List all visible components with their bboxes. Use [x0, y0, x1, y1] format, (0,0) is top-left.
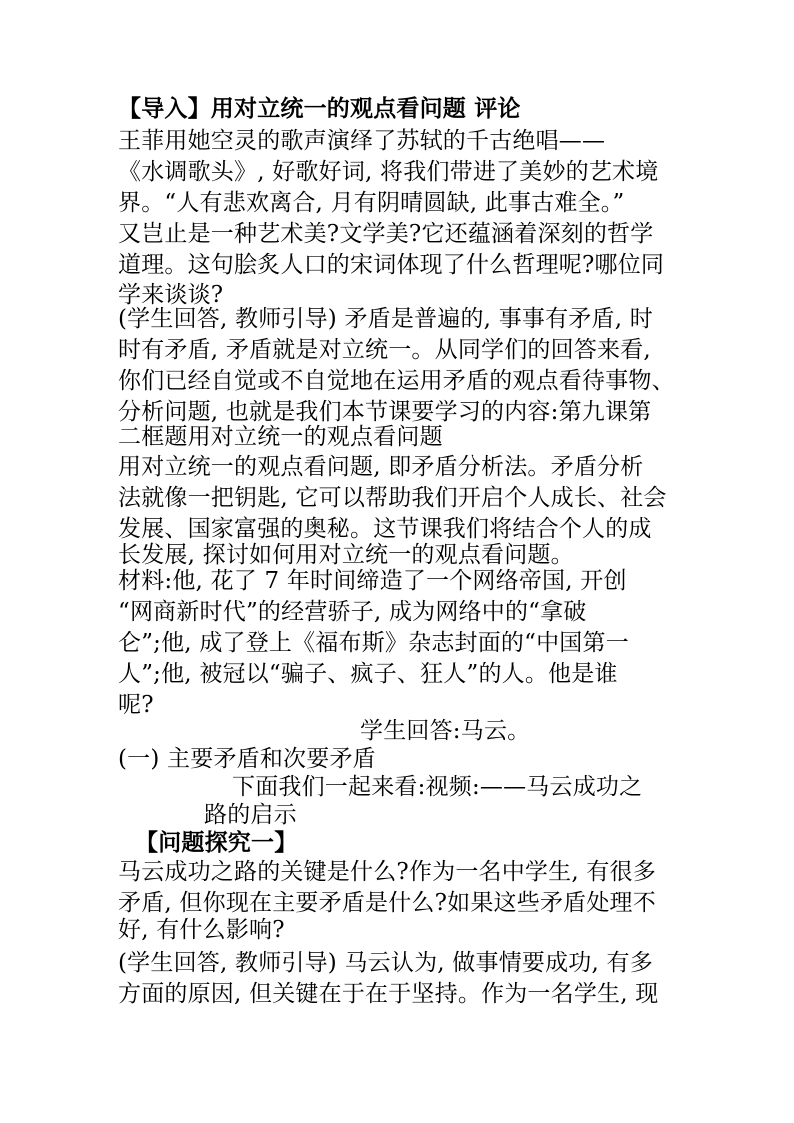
paragraph-line: 学生回答:马云。 [360, 718, 531, 744]
paragraph-line: 人”;他, 被冠以“骗子、疯子、狂人”的人。他是谁 [118, 661, 618, 687]
paragraph-line: 分析问题, 也就是我们本节课要学习的内容:第九课第 [118, 399, 652, 425]
paragraph-line: “网商新时代”的经营骄子, 成为网络中的“拿破 [118, 599, 587, 625]
paragraph-line: 仑”;他, 成了登上《福布斯》杂志封面的“中国第一 [118, 630, 629, 656]
paragraph-line: 又岂止是一种艺术美?文学美?它还蕴涵着深刻的哲学 [118, 221, 654, 247]
paragraph-line: 材料:他, 花了 7 年时间缔造了一个网络帝国, 开创 [118, 568, 627, 594]
paragraph-line: 学来谈谈? [118, 282, 224, 308]
paragraph-line: 方面的原因, 但关键在于在于坚持。作为一名学生, 现 [118, 981, 659, 1007]
paragraph-line: 马云成功之路的关键是什么?作为一名中学生, 有很多 [118, 859, 656, 885]
heading-daoru: 【导入】用对立统一的观点看问题 评论 [118, 95, 521, 122]
paragraph-line: 道理。这句脍炙人口的宋词体现了什么哲理呢?哪位同 [118, 252, 665, 278]
paragraph-line: 界。“人有悲欢离合, 月有阴晴圆缺, 此事古难全。” [118, 190, 625, 216]
heading-wenti-tanjiu: 【问题探究一】 [135, 829, 298, 856]
paragraph-line: 《水调歌头》, 好歌好词, 将我们带进了美妙的艺术境 [118, 159, 659, 185]
paragraph-line: 时有矛盾, 矛盾就是对立统一。从同学们的回答来看, [118, 337, 651, 363]
paragraph-line: 矛盾, 但你现在主要矛盾是什么?如果这些矛盾处理不 [118, 890, 656, 916]
paragraph-line: 长发展, 探讨如何用对立统一的观点看问题。 [118, 542, 574, 568]
paragraph-line: 路的启示 [204, 802, 297, 828]
paragraph-line: 发展、国家富强的奥秘。这节课我们将结合个人的成 [118, 516, 652, 542]
paragraph-line: 法就像一把钥匙, 它可以帮助我们开启个人成长、社会 [118, 485, 667, 511]
section-heading-1: (一) 主要矛盾和次要矛盾 [118, 746, 376, 772]
paragraph-line: 二框题用对立统一的观点看问题 [118, 424, 443, 450]
paragraph-line: (学生回答, 教师引导) 马云认为, 做事情要成功, 有多 [118, 950, 653, 976]
paragraph-line: 你们已经自觉或不自觉地在运用矛盾的观点看待事物、 [118, 368, 675, 394]
paragraph-line: 用对立统一的观点看问题, 即矛盾分析法。矛盾分析 [118, 454, 644, 480]
paragraph-line: 呢? [118, 692, 154, 718]
paragraph-line: 下面我们一起来看:视频:——马云成功之 [232, 774, 643, 800]
paragraph-line: (学生回答, 教师引导) 矛盾是普遍的, 事事有矛盾, 时 [118, 306, 653, 332]
paragraph-line: 好, 有什么影响? [118, 917, 285, 943]
paragraph-line: 王菲用她空灵的歌声演绎了苏轼的千古绝唱—— [118, 128, 606, 154]
